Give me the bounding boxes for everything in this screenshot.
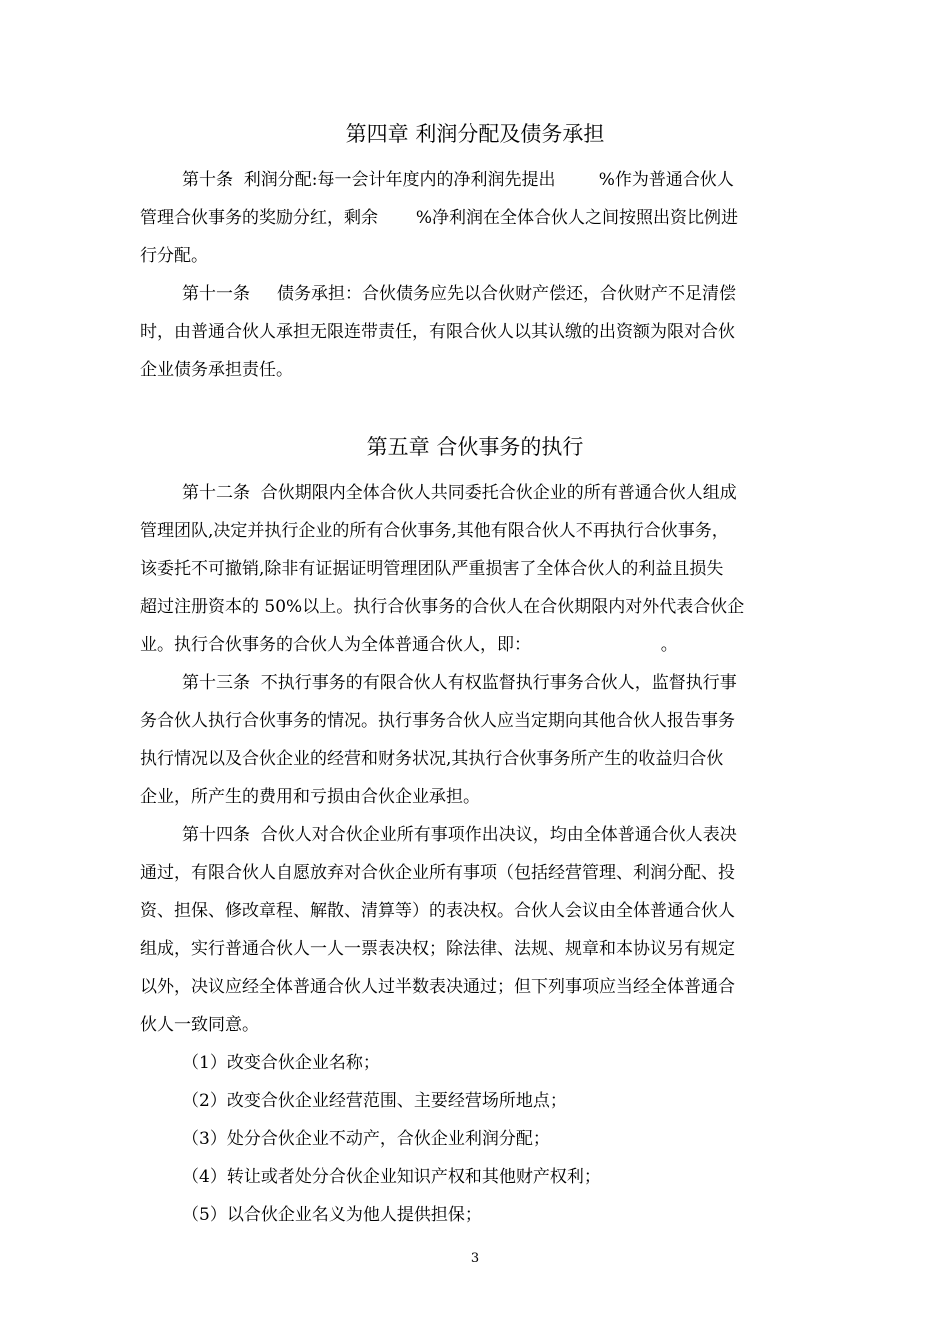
article-14-line-5: 以外，决议应经全体普通合伙人过半数表决通过；但下列事项应当经全体普通合: [140, 977, 735, 997]
list-item-2: （2）改变合伙企业经营范围、主要经营场所地点；: [182, 1091, 567, 1111]
article-14-line-1: 第十四条 合伙人对合伙企业所有事项作出决议，均由全体普通合伙人表决: [182, 825, 737, 845]
article-14-line-4: 组成，实行普通合伙人一人一票表决权；除法律、法规、规章和本协议另有规定: [140, 939, 735, 959]
article-12-line-1: 第十二条 合伙期限内全体合伙人共同委托合伙企业的所有普通合伙人组成: [182, 483, 737, 503]
article-14-line-3: 资、担保、修改章程、解散、清算等）的表决权。合伙人会议由全体普通合伙人: [140, 901, 735, 921]
article-10-line-3: 行分配。: [140, 246, 208, 266]
article-12-line-2: 管理团队,决定并执行企业的所有合伙事务,其他有限合伙人不再执行合伙事务，: [140, 521, 729, 541]
chapter-4-title: 第四章 利润分配及债务承担: [345, 122, 605, 146]
article-13-line-4: 企业，所产生的费用和亏损由合伙企业承担。: [140, 787, 480, 807]
article-14-line-2: 通过，有限合伙人自愿放弃对合伙企业所有事项（包括经营管理、利润分配、投: [140, 863, 735, 883]
article-13-line-3: 执行情况以及合伙企业的经营和财务状况,其执行合伙事务所产生的收益归合伙: [140, 749, 724, 769]
article-14-line-6: 伙人一致同意。: [140, 1015, 259, 1035]
article-10-line-2: 管理合伙事务的奖励分红，剩余 %净利润在全体合伙人之间按照出资比例进: [140, 208, 738, 228]
article-11-line-2: 时，由普通合伙人承担无限连带责任，有限合伙人以其认缴的出资额为限对合伙: [140, 322, 735, 342]
article-13-line-2: 务合伙人执行合伙事务的情况。执行事务合伙人应当定期向其他合伙人报告事务: [140, 711, 735, 731]
list-item-3: （3）处分合伙企业不动产，合伙企业利润分配；: [182, 1129, 550, 1149]
chapter-5-title: 第五章 合伙事务的执行: [366, 435, 584, 459]
article-12-line-5: 业。执行合伙事务的合伙人为全体普通合伙人，即： 。: [140, 635, 678, 655]
article-11-line-3: 企业债务承担责任。: [140, 360, 293, 380]
article-10-line-1: 第十条 利润分配:每一会计年度内的净利润先提出 %作为普通合伙人: [182, 170, 734, 190]
list-item-4: （4）转让或者处分合伙企业知识产权和其他财产权利；: [182, 1167, 601, 1187]
article-12-line-4: 超过注册资本的 50%以上。执行合伙事务的合伙人在合伙期限内对外代表合伙企: [140, 597, 745, 617]
article-12-line-3: 该委托不可撤销,除非有证据证明管理团队严重损害了全体合伙人的利益且损失: [140, 559, 724, 579]
list-item-1: （1）改变合伙企业名称；: [182, 1053, 380, 1073]
article-11-line-1: 第十一条 债务承担：合伙债务应先以合伙财产偿还，合伙财产不足清偿: [182, 284, 737, 304]
page-number: 3: [470, 1251, 480, 1266]
list-item-5: （5）以合伙企业名义为他人提供担保；: [182, 1205, 482, 1225]
article-13-line-1: 第十三条 不执行事务的有限合伙人有权监督执行事务合伙人，监督执行事: [182, 673, 737, 693]
